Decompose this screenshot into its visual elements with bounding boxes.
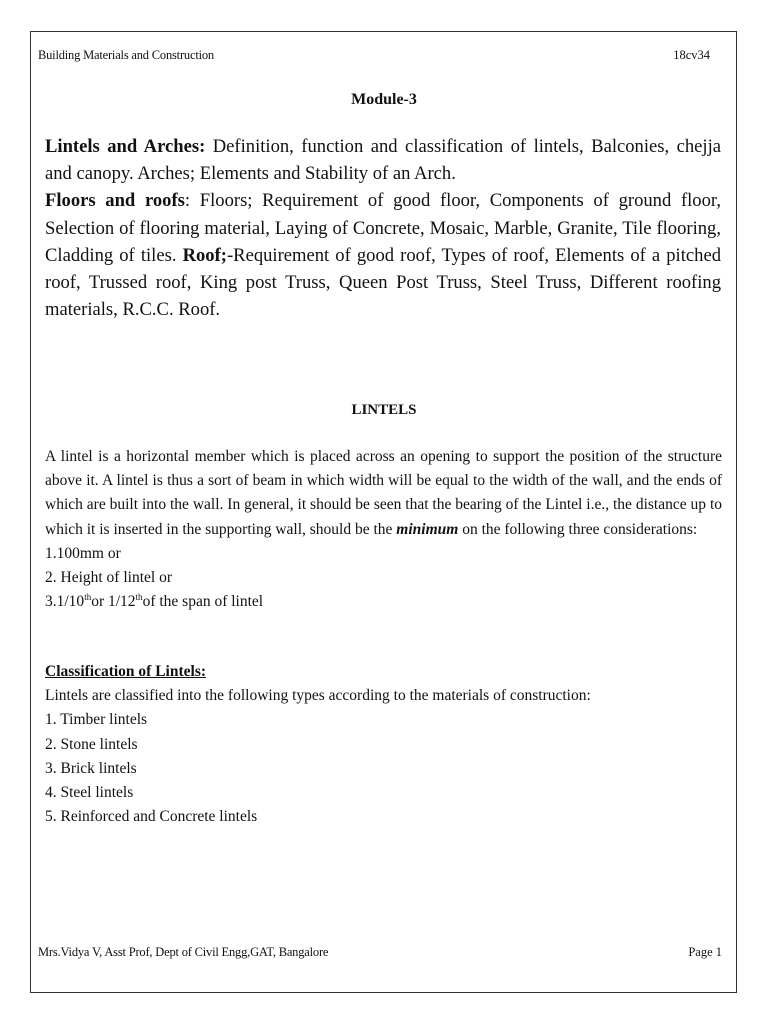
lintels-heading: LINTELS: [351, 402, 417, 418]
syllabus-lintels-label: Lintels and Arches:: [45, 136, 206, 157]
item3-part-c: of the span of lintel: [142, 593, 264, 611]
consideration-item-1: 1.100mm or: [45, 544, 121, 562]
classification-item-steel: 4. Steel lintels: [45, 784, 134, 802]
classification-item-stone: 2. Stone lintels: [45, 735, 138, 753]
classification-item-rcc: 5. Reinforced and Concrete lintels: [45, 808, 258, 826]
intro-paragraph: [45, 445, 722, 542]
syllabus-lintels-text: Definition, function and classification of lintels, Balconies, chejja and canopy. Arches; Elements and Stability of an Arch.: [45, 136, 721, 185]
item3-sup-2: th: [135, 592, 143, 603]
header-course-code: 18cv34: [673, 48, 710, 62]
item3-part-b: or 1/12: [91, 593, 136, 611]
intro-emphasis: minimum: [396, 520, 459, 538]
item3-part-a: 3.1/10: [45, 593, 85, 611]
classification-intro: Lintels are classified into the following types according to the materials of construction:: [45, 687, 591, 705]
syllabus-floors-paragraph: [45, 187, 721, 323]
syllabus-floors-label: Floors and roofs: [45, 190, 185, 212]
intro-block: [45, 445, 722, 614]
header-course-name: Building Materials and Construction: [38, 48, 214, 62]
consideration-item-2: 2. Height of lintel or: [45, 569, 172, 587]
syllabus-floors-text: : Floors; Requirement of good floor, Components of ground floor, Selection of flooring material, Laying of Concrete, Mosaic, Marble, Granite, Tile flooring, Cladding of tiles.: [45, 190, 721, 266]
classification-item-timber: 1. Timber lintels: [45, 711, 148, 729]
syllabus-lintels-paragraph: [45, 133, 721, 187]
syllabus-roof-text: -Requirement of good roof, Types of roof, Elements of a pitched roof, Trussed roof, King post Truss, Queen Post Truss, Steel Truss, Different roofing materials, R.C.C. Roof.: [45, 244, 721, 321]
footer-page-number: Page 1: [688, 945, 722, 959]
classification-block: [45, 660, 722, 829]
intro-text-after: on the following three considerations:: [458, 520, 698, 538]
syllabus-block: [45, 133, 721, 323]
footer-author: Mrs.Vidya V, Asst Prof, Dept of Civil Engg,GAT, Bangalore: [38, 945, 329, 959]
syllabus-roof-label: Roof;: [182, 244, 227, 266]
intro-text: A lintel is a horizontal member which is placed across an opening to support the position of the structure above it. A lintel is thus a sort of beam in which width will be equal to the width of the wall, and the ends of which are built into the wall. In general, it should be seen that the bearing of the Lintel i.e., the distance up to which it is inserted in the supporting wall, should be the: [45, 448, 722, 538]
module-title: Module-3: [351, 91, 417, 108]
consideration-item-3: [45, 590, 722, 614]
classification-item-brick: 3. Brick lintels: [45, 759, 137, 777]
item3-sup-1: th: [84, 592, 92, 603]
classification-heading: Classification of Lintels:: [45, 663, 207, 680]
